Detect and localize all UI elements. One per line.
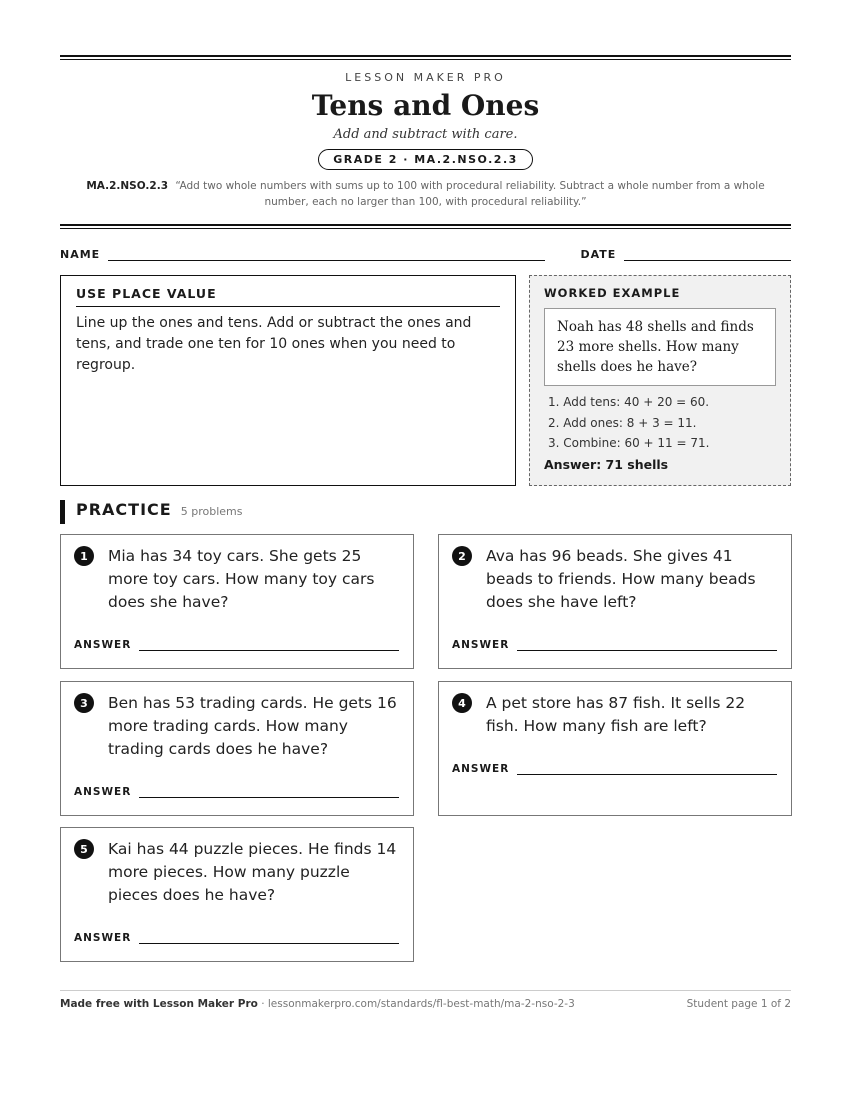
header-bottom-rule (60, 224, 791, 229)
answer-label: ANSWER (452, 763, 510, 775)
worked-example-step: 2. Add ones: 8 + 3 = 11. (548, 415, 697, 430)
place-value-text: Line up the ones and tens. Add or subtract the ones and tens, and trade one ten for 10 ones when you need to regroup. (76, 315, 472, 373)
problem-text: Mia has 34 toy cars. She gets 25 more toy cars. How many toy cars does she have? (108, 547, 375, 611)
worked-example-box (529, 275, 791, 486)
worked-example-steps (544, 392, 776, 454)
problem-text: Ben has 53 trading cards. He gets 16 more trading cards. How many trading cards does he have? (108, 694, 397, 758)
problem-number-badge: 1 (74, 546, 94, 566)
practice-heading (60, 500, 791, 524)
standard-code: MA.2.NSO.2.3 (86, 180, 169, 192)
brand-name: LESSON MAKER PRO (345, 71, 506, 84)
worksheet-page (60, 55, 791, 964)
footer-credit (60, 998, 575, 1010)
worked-example-step: 3. Combine: 60 + 11 = 71. (548, 436, 710, 450)
problem-card-5 (60, 827, 414, 962)
answer-label: ANSWER (452, 639, 510, 651)
practice-count: 5 problems (180, 505, 243, 518)
name-field[interactable] (108, 260, 545, 261)
worked-example-answer: Answer: 71 shells (544, 456, 669, 472)
answer-field[interactable] (139, 650, 399, 651)
name-label: NAME (60, 248, 101, 261)
problem-card-3 (60, 681, 414, 816)
date-field[interactable] (624, 260, 791, 261)
problem-text: A pet store has 87 fish. It sells 22 fish. How many fish are left? (486, 694, 746, 735)
page-title: Tens and Ones (311, 89, 540, 122)
problem-card-1 (60, 534, 414, 669)
page-subtitle: Add and subtract with care. (333, 127, 518, 142)
problem-number-badge: 4 (452, 693, 472, 713)
date-label: DATE (580, 248, 617, 261)
problem-number-badge: 5 (74, 839, 94, 859)
answer-field[interactable] (517, 774, 777, 775)
page-footer (60, 990, 791, 1010)
answer-label: ANSWER (74, 639, 132, 651)
worked-example-problem: Noah has 48 shells and finds 23 more shells. How many shells does he have? (544, 308, 776, 386)
problem-card-2 (438, 534, 792, 669)
footer-made-with: Made free with Lesson Maker Pro (60, 998, 258, 1010)
practice-problems (60, 534, 791, 964)
problem-text: Ava has 96 beads. She gives 41 beads to friends. How many beads does she have left? (486, 547, 756, 611)
place-value-box (60, 275, 516, 486)
answer-label: ANSWER (74, 932, 132, 944)
place-value-title: USE PLACE VALUE (76, 286, 500, 307)
problem-number-badge: 2 (452, 546, 472, 566)
answer-label: ANSWER (74, 786, 132, 798)
practice-title: PRACTICE (76, 500, 172, 519)
footer-url[interactable]: · lessonmakerpro.com/standards/fl-best-math/ma-2-nso-2-3 (257, 998, 575, 1010)
problem-card-4 (438, 681, 792, 816)
problem-number-badge: 3 (74, 693, 94, 713)
top-double-rule (60, 55, 791, 60)
footer-page-number: Student page 1 of 2 (686, 998, 791, 1010)
grade-standard-badge: GRADE 2 · MA.2.NSO.2.3 (318, 149, 533, 170)
answer-field[interactable] (139, 943, 399, 944)
standard-text: “Add two whole numbers with sums up to 100 with procedural reliability. Subtract a whole number from a whole number, each no larger than 100, with procedural reliability.” (175, 180, 765, 208)
worked-example-step: 1. Add tens: 40 + 20 = 60. (548, 395, 710, 409)
standard-description (60, 178, 791, 210)
answer-field[interactable] (139, 797, 399, 798)
answer-field[interactable] (517, 650, 777, 651)
problem-text: Kai has 44 puzzle pieces. He finds 14 more pieces. How many puzzle pieces does he have? (108, 840, 397, 904)
name-date-row (60, 245, 791, 261)
worked-example-title: WORKED EXAMPLE (544, 286, 681, 300)
